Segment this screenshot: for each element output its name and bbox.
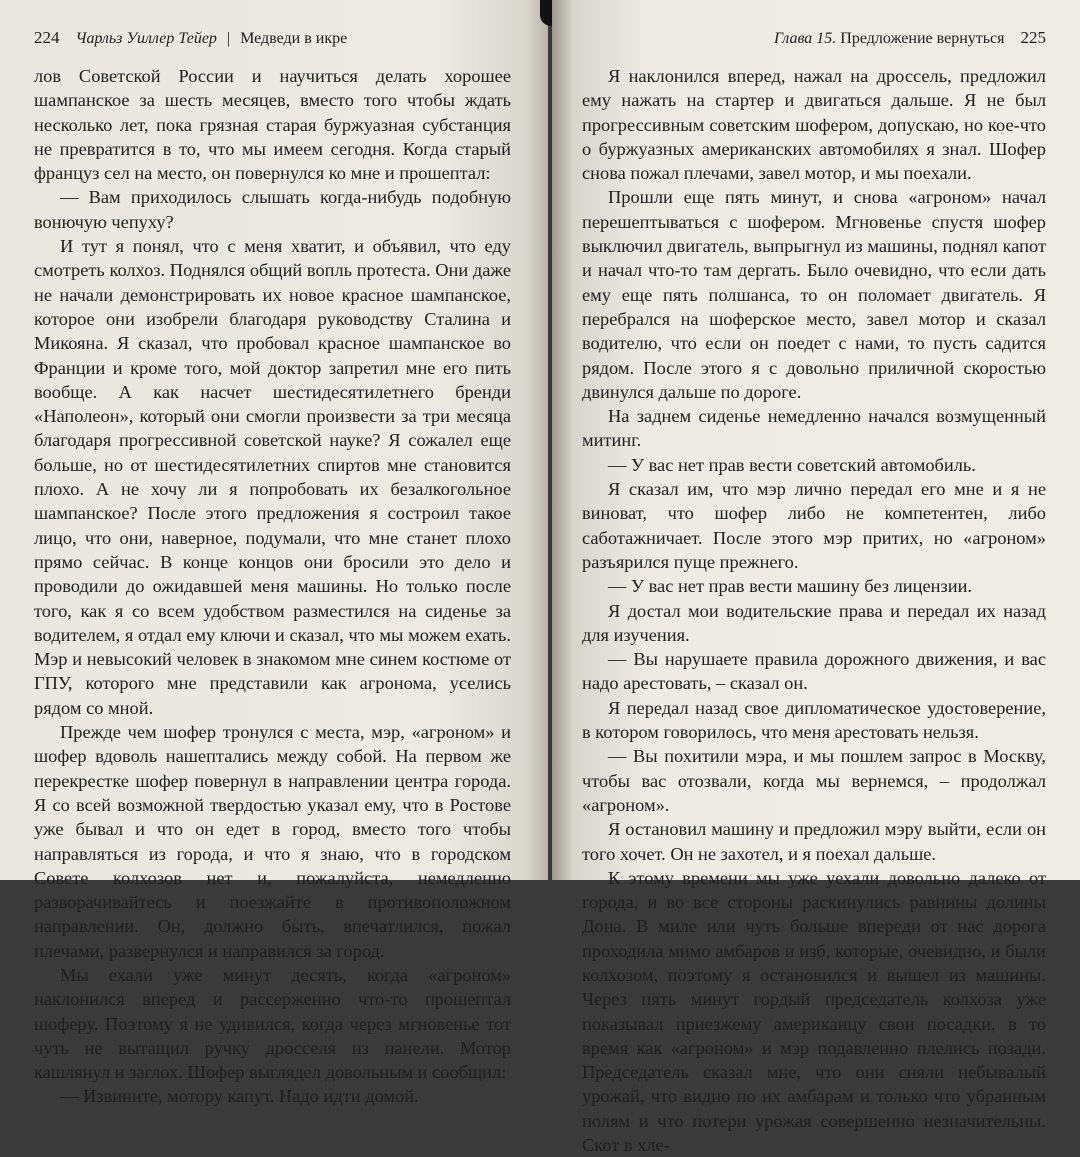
paragraph: — Вы нарушаете правила дорожного движения, и вас надо арестовать, – сказал он. [582, 649, 1046, 694]
paragraph: — У вас нет прав вести советский автомобиль. [608, 454, 976, 475]
left-running-header [34, 28, 347, 48]
right-running-header [774, 28, 1046, 48]
book-title: Медведи в икре [240, 30, 348, 47]
paragraph: И тут я понял, что с меня хватит, и объявил, что еду смотреть колхоз. Поднялся общий вопль протеста. Они даже не начали демонстрировать их новое красное шампанское, которое они изобрели благодаря руководству Сталина и Микояна. Я сказал, что пробовал красное шампанское во Франции и кроме того, мой доктор запретил мне его пить вообще. А как насчет шестидесятилетнего бренди «Наполеон», который они смогли произвести за три месяца благодаря прогрессивной советской науке? Я сожалел еще больше, но от шестидесятилетних спиртов мне становится плохо. А не хочу ли я попробовать их безалкогольное шампанское? После этого предложения я состроил такое лицо, что они, наверное, подумали, что мне станет плохо прямо сейчас. В конце концов они бросили это дело и проводили до ожидавшей меня машины. Но только после того, как я со всем удобством разместился на сиденье за водителем, я отдал ему ключи и сказал, что мы можем ехать. Мэр и невысокий человек в знакомом мне синем костюме от ГПУ, которого мне представили как агронома, уселись рядом со мной. [34, 236, 511, 718]
left-page-text [34, 64, 511, 1109]
paragraph: — Вам приходилось слышать когда-нибудь подобную вонючую чепуху? [34, 187, 511, 232]
paragraph: Прежде чем шофер тронулся с места, мэр, «агроном» и шофер вдоволь нашептались между собой. На первом же перекрестке шофер повернул в направлении центра города. Я со всей возможной твердостью указал ему, что в Ростове уже бывал и что он едет в город, вместо того чтобы направляться из города, и что я знаю, что в городском Совете колхозов нет и, пожалуйста, немедленно разворачивайтесь и поезжайте в противоположном направлении. Он, должно быть, впечатлился, пожал плечами, развернулся и направился за город. [34, 722, 511, 961]
paragraph: — У вас нет прав вести машину без лицензии. [608, 576, 973, 597]
paragraph: На заднем сиденье немедленно начался возмущенный митинг. [582, 406, 1046, 451]
paragraph: Я сказал им, что мэр лично передал его мне и я не виноват, что шофер либо не компетентен, либо саботажничает. После этого мэр притих, но «агроном» разъярился пуще прежнего. [582, 479, 1046, 572]
paragraph: Мы ехали уже минут десять, когда «агроном» наклонился вперед и рассерженно что-то прошептал шоферу. Поэтому я не удивился, когда через мгновенье тот чуть не вытащил ручку дросселя из панели. Мотор кашлянул и заглох. Шофер выглядел довольным и сообщил: [34, 964, 511, 1083]
paragraph: Я достал мои водительские права и передал их назад для изучения. [582, 600, 1046, 645]
chapter-number: Глава 15. [774, 30, 837, 47]
left-page [0, 0, 548, 1107]
right-page-text [582, 64, 1046, 1157]
author-name: Чарльз Уиллер Тейер [75, 30, 217, 47]
paragraph: Я наклонился вперед, нажал на дроссель, предложил ему нажать на стартер и двигаться дальше. Я не был прогрессивным советским шофером, допускаю, но кое-что о буржуазных американских автомобилях я знал. Шофер снова пожал плечами, завел мотор, и мы поехали. [582, 66, 1046, 184]
chapter-title: Предложение вернуться [840, 30, 1005, 47]
right-page-number: 225 [1020, 28, 1046, 47]
left-page-number: 224 [34, 28, 60, 47]
paragraph: К этому времени мы уже уехали довольно далеко от города, и во все стороны раскинулись равнины долины Дона. В миле или чуть больше впереди от нас дорога проходила мимо амбаров и изб, которые, очевидно, и были колхозом, поэтому я остановился и вышел из машины. Через пять минут гордый председатель колхоза уже показывал приезжему американцу свои посадки, в то время как «агроном» и мэр подавленно плелись позади. Председатель сказал мне, что они сняли небывалый урожай, что видно по их амбарам и только что убранным полям и что потери урожая совершенно незначительны. Скот в хле- [582, 867, 1046, 1156]
right-page [552, 0, 1080, 1156]
paragraph: — Вы похитили мэра, и мы пошлем запрос в Москву, чтобы вас отозвали, когда мы вернемся, – продолжал «агроном». [582, 746, 1046, 815]
paragraph: Я остановил машину и предложил мэру выйти, если он того хочет. Он не захотел, и я поехал дальше. [582, 819, 1046, 864]
header-separator: | [226, 30, 231, 47]
paragraph: Прошли еще пять минут, и снова «агроном» начал перешептываться с шофером. Мгновенье спустя шофер выключил двигатель, выпрыгнул из машины, поднял капот и начал что-то там дергать. Было очевидно, что если дать ему еще пять полшанса, то он поломает двигатель. Я перебрался на шоферское место, завел мотор и сказал водителю, что если он поедет с нами, то пусть садится рядом. После этого я с довольно приличной скоростью двинулся дальше по дороге. [582, 187, 1046, 402]
paragraph: лов Советской России и научиться делать хорошее шампанское за шесть месяцев, вместо того чтобы ждать несколько лет, пока грязная старая буржуазная субстанция не превратится в то, что мы имеем сегодня. Когда старый француз сел на место, он повернулся ко мне и прошептал: [34, 66, 511, 184]
paragraph: Я передал назад свое дипломатическое удостоверение, в котором говорилось, что меня арестовать нельзя. [582, 697, 1046, 743]
paragraph: — Извините, мотору капут. Надо идти домой. [60, 1086, 419, 1107]
